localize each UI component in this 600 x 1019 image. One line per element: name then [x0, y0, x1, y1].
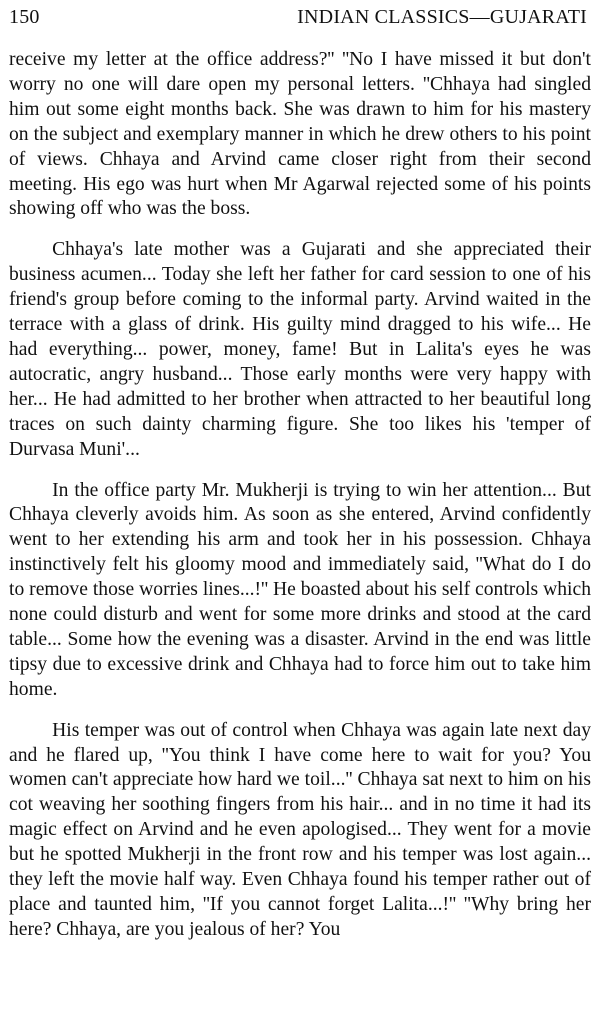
- page-number: 150: [9, 6, 40, 28]
- paragraph-4: His temper was out of control when Chhaya was again late next day and he flared up, ''You think I have come here to wait for you? You women can't appreciate how hard we toil...'' Chhaya sat next to him on his cot weaving her soothing fingers from his hair... and in no time it had its magic effect on Arvind and he even apologised... They went for a movie but he spotted Mukherji in the front row and his temper was lost again... they left the movie half way. Even Chhaya found his temper rather out of place and taunted him, ''If you cannot forget Lalita...!'' ''Why bring her here? Chhaya, are you jealous of her? You: [9, 719, 591, 940]
- paragraph-2: Chhaya's late mother was a Gujarati and she appreciated their business acumen... Today she left her father for card session to one of his friend's group before coming to the informal party. Arvind waited in the terrace with a glass of drink. His guilty mind dragged to his wife... He had everything... power, money, fame! But in Lalita's eyes he was autocratic, angry husband... Those early months were very happy with her... He had admitted to her brother when attracted to her beautiful long traces on such dainty charming figure. She too likes his 'temper of Durvasa Muni'...: [9, 239, 591, 460]
- body-text: [9, 48, 591, 943]
- paragraph-1: receive my letter at the office address?'' ''No I have missed it but don't worry no one will dare open my personal letters. ''Chhaya had singled him out some eight months back. She was drawn to him for his mastery on the subject and exemplary manner in which he drew others to his point of views. Chhaya and Arvind came closer right from their second meeting. His ego was hurt when Mr Agarwal rejected some of his points showing off who was the boss.: [9, 49, 591, 220]
- paragraph-3: In the office party Mr. Mukherji is trying to win her attention... But Chhaya cleverly avoids him. As soon as she entered, Arvind confidently went to her extending his arm and took her in his possession. Chhaya instinctively felt his gloomy mood and immediately said, ''What do I do to remove those worries lines...!'' He boasted about his self controls which none could disturb and went for some more drinks and stood at the card table... Some how the evening was a disaster. Arvind in the end was little tipsy due to excessive drink and Chhaya had to force him out to take him home.: [9, 479, 591, 700]
- running-title: INDIAN CLASSICS—GUJARATI: [297, 6, 587, 28]
- running-head: [9, 0, 591, 34]
